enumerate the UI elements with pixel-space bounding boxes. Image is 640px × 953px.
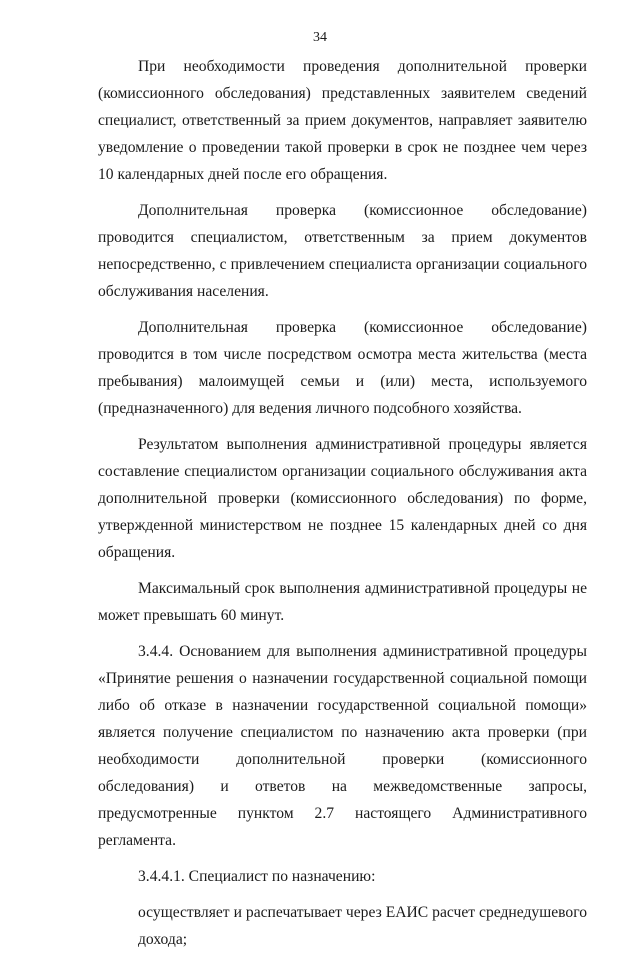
document-body xyxy=(98,53,587,953)
paragraph-additional-check-notice: При необходимости проведения дополнительной проверки (комиссионного обследования) представленных заявителем сведений специалист, ответственный за прием документов, направляет заявителю уведомление о проведении такой проверки в срок не позднее чем через 10 календарных дней после его обращения. xyxy=(98,58,587,183)
paragraph-additional-check-inspection: Дополнительная проверка (комиссионное обследование) проводится в том числе посредством осмотра места жительства (места пребывания) малоимущей семьи и (или) места, используемого (предназначенного) для ведения личного подсобного хозяйства. xyxy=(98,319,587,417)
paragraph-3-4-4: 3.4.4. Основанием для выполнения административной процедуры «Принятие решения о назначении государственной социальной помощи либо об отказе в назначении государственной социальной помощи» является получение специалистом по назначению акта проверки (при необходимости дополнительной проверки (комиссионного обследования) и ответов на межведомственные запросы, предусмотренные пунктом 2.7 настоящего Административного регламента. xyxy=(98,643,587,849)
paragraph-max-duration: Максимальный срок выполнения административной процедуры не может превышать 60 минут. xyxy=(98,580,587,624)
page-number: 34 xyxy=(313,30,327,45)
paragraph-additional-check-performer: Дополнительная проверка (комиссионное обследование) проводится специалистом, ответственным за прием документов непосредственно, с привлечением специалиста организации социального обслуживания населения. xyxy=(98,202,587,300)
paragraph-3-4-4-1: 3.4.4.1. Специалист по назначению: xyxy=(138,868,376,885)
paragraph-procedure-result: Результатом выполнения административной процедуры является составление специалистом организации социального обслуживания акта дополнительной проверки (комиссионного обследования) по форме, утвержденной министерством не позднее 15 календарных дней со дня обращения. xyxy=(98,436,587,561)
paragraph-income-calculation: осуществляет и распечатывает через ЕАИС расчет среднедушевого дохода; xyxy=(138,904,587,948)
